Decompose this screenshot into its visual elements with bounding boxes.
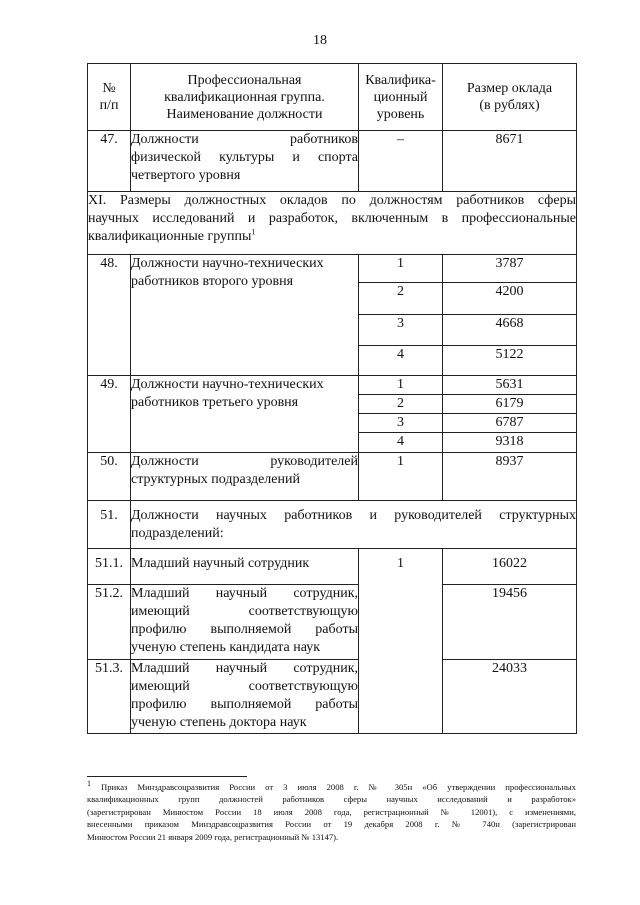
header-group: Профессиональная квалификационная группа. Наименование должности: [131, 64, 359, 131]
salary-value: 8671: [443, 131, 577, 192]
salary-value: 6179: [443, 395, 577, 414]
header-level: Квалифика- ционный уровень: [359, 64, 443, 131]
qualification-level: 1: [359, 255, 443, 283]
footnote: $^1$ Приказ Минздравсоцразвития России от 3 июля 2008 г. № 305н «Об утверждении профессиональных квалификационных групп должностей работников сферы научных исследований и разработок» (зарегистрирован Минюстом России 18 июля 2008 года, регистрационный № 12001), с изменениями, внесенными приказом Минздравсоцразвития России от 19 декабря 2008 г. № 740н (зарегистрирован Минюстом России 21 января 2009 года, регистрационный № 13147).: [87, 779, 576, 842]
row-number: 49.: [88, 376, 131, 453]
salary-value: 6787: [443, 414, 577, 433]
table-row: [88, 549, 577, 585]
salary-value: 24033: [443, 660, 577, 734]
footnote-number: 1: [87, 779, 91, 789]
table-row: [88, 255, 577, 283]
qualification-level: 2: [359, 283, 443, 315]
qualification-level: 1: [359, 376, 443, 395]
row-number: 48.: [88, 255, 131, 376]
position-name: Должности руководителей структурных подразделений: [131, 453, 359, 501]
table-row: [88, 501, 577, 549]
footnote-divider: [87, 776, 247, 777]
salary-value: 4200: [443, 283, 577, 315]
salary-value: 16022: [443, 549, 577, 585]
salary-value: 9318: [443, 433, 577, 453]
qualification-level: 1: [359, 453, 443, 501]
table-row: [88, 376, 577, 395]
position-name: Должности научно-технических работников второго уровня: [131, 255, 359, 376]
salary-value: 8937: [443, 453, 577, 501]
header-salary: Размер оклада (в рублях): [443, 64, 577, 131]
position-name: Младший научный сотрудник, имеющий соответствующую профилю выполняемой работы ученую степень кандидата наук: [131, 585, 359, 660]
group-heading: Должности научных работников и руководителей структурных подразделений:: [131, 501, 577, 549]
table-row: [88, 660, 577, 734]
row-number: 51.2.: [88, 585, 131, 660]
qualification-level: 4: [359, 346, 443, 376]
qualification-level: 3: [359, 315, 443, 346]
header-num: № п/п: [88, 64, 131, 131]
salary-value: 4668: [443, 315, 577, 346]
table-row: [88, 585, 577, 660]
table-row: [88, 453, 577, 501]
table-row: [88, 131, 577, 192]
position-name: Младший научный сотрудник: [131, 549, 359, 585]
qualification-level: 1: [359, 549, 443, 734]
qualification-level: 4: [359, 433, 443, 453]
salary-value: 19456: [443, 585, 577, 660]
row-number: 51.3.: [88, 660, 131, 734]
position-name: Младший научный сотрудник, имеющий соответствующую профилю выполняемой работы ученую степень доктора наук: [131, 660, 359, 734]
row-number: 47.: [88, 131, 131, 192]
salary-table: [87, 63, 577, 734]
salary-value: 5631: [443, 376, 577, 395]
row-number: 51.: [88, 501, 131, 549]
position-name: Должности научно-технических работников третьего уровня: [131, 376, 359, 453]
salary-value: 3787: [443, 255, 577, 283]
section-heading-row: [88, 192, 577, 255]
footnote-mark: 1: [251, 227, 256, 237]
table-header-row: [88, 64, 577, 131]
qualification-level: 3: [359, 414, 443, 433]
row-number: 50.: [88, 453, 131, 501]
qualification-level: 2: [359, 395, 443, 414]
section-heading: XI. Размеры должностных окладов по должностям работников сферы научных исследований и разработок, включенным в профессиональные квалификационные группы$^1$: [88, 192, 577, 255]
qualification-level: –: [359, 131, 443, 192]
row-number: 51.1.: [88, 549, 131, 585]
position-name: Должности работников физической культуры и спорта четвертого уровня: [131, 131, 359, 192]
page-number: 18: [313, 33, 327, 48]
salary-value: 5122: [443, 346, 577, 376]
